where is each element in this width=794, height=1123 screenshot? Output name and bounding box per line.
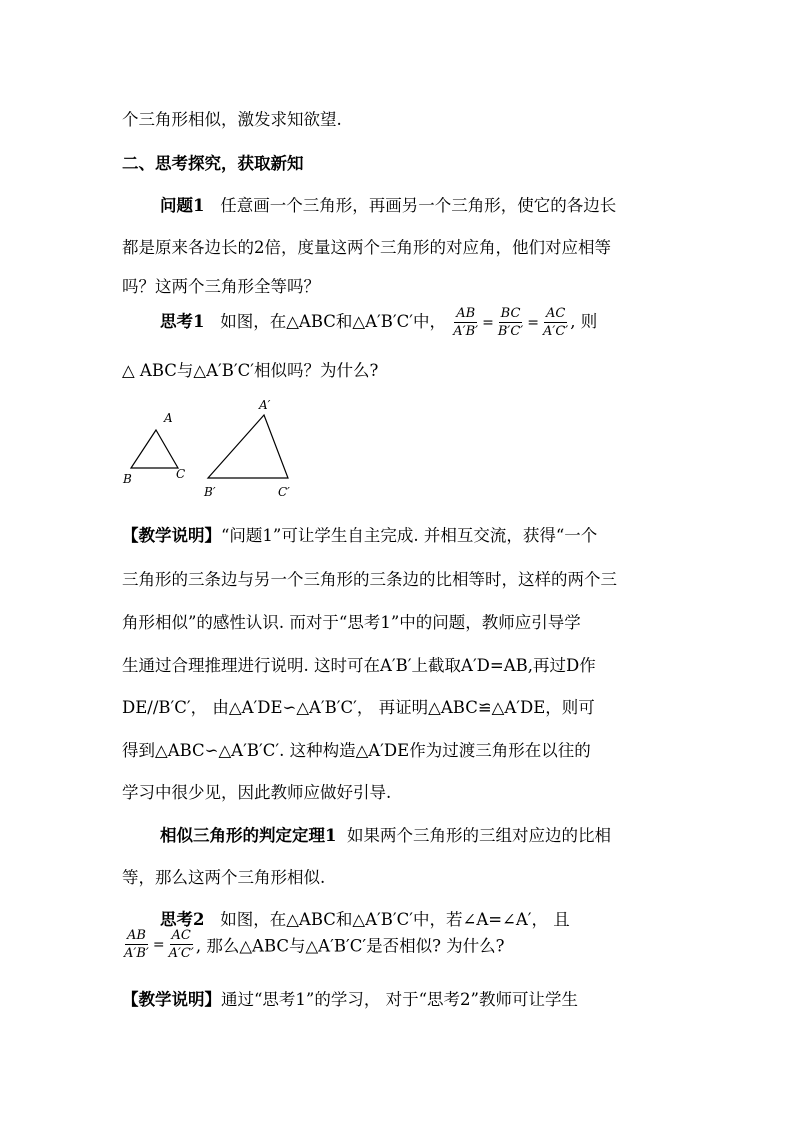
note1-label: 【教学说明】 — [122, 526, 221, 545]
section-heading: 二、思考探究，获取新知 — [122, 154, 304, 173]
problem1-line: 都是原来各边长的2倍，度量这两个三角形的对应角，他们对应相等 — [122, 238, 611, 257]
think1-line — [160, 306, 597, 339]
think2-line — [122, 928, 505, 961]
note1-line: 生通过合理推理进行说明. 这时可在A′B′上截取A′D=AB,再过D作 — [122, 656, 596, 675]
fraction-denominator: A′C′ — [542, 324, 569, 339]
vertex-label: B′ — [204, 485, 216, 499]
vertex-label: A′ — [259, 398, 271, 412]
problem1-text: 任意画一个三角形，再画另一个三角形，使它的各边长 — [220, 196, 617, 215]
paragraph-line: 个三角形相似，激发求知欲望. — [122, 110, 342, 129]
note2-text: 通过“思考1”的学习， 对于“思考2”教师可让学生 — [221, 990, 578, 1009]
think1-label: 思考1 — [160, 312, 205, 331]
fraction-denominator: A′B′ — [124, 946, 149, 961]
vertex-label: C′ — [278, 485, 290, 499]
fraction-denominator: B′C′ — [497, 324, 524, 339]
fraction-numerator: AB — [126, 928, 146, 943]
vertex-label: A — [164, 411, 173, 425]
think2-after: , 那么△ABC与△A′B′C′是否相似? 为什么? — [195, 936, 505, 956]
note1-line: DE//B′C′， 由△A′DE∽△A′B′C′， 再证明△ABC≌△A′DE，则可 — [122, 698, 595, 717]
equals-sign: = — [482, 314, 494, 331]
problem1-line — [160, 192, 616, 216]
fraction-numerator: BC — [500, 306, 521, 321]
fraction-bc — [496, 306, 525, 339]
theorem1-text: 如果两个三角形的三组对应边的比相 — [346, 826, 611, 845]
theorem1-line — [160, 822, 611, 846]
note1-line: 学习中很少见，因此教师应做好引导. — [122, 783, 392, 802]
vertex-label: C — [176, 467, 186, 481]
triangles-figure — [118, 392, 308, 504]
think1-text: 如图，在△ABC和△A′B′C′中， — [220, 312, 446, 331]
think2-text: 如图，在△ABC和△A′B′C′中，若∠A=∠A′， 且 — [220, 910, 570, 929]
fraction-ab — [451, 306, 480, 339]
fraction-numerator: AC — [171, 928, 191, 943]
note2-line — [122, 986, 578, 1010]
note1-text: “问题1”可让学生自主完成. 并相互交流，获得“一个 — [221, 526, 598, 545]
large-triangle — [208, 415, 288, 478]
note2-label: 【教学说明】 — [122, 990, 221, 1009]
equals-sign: = — [527, 314, 539, 331]
think1-after: , 则 — [570, 312, 598, 331]
fraction-ac — [541, 306, 570, 339]
fraction-ab — [122, 928, 151, 961]
note1-line: 三角形的三条边与另一个三角形的三条边的比相等时，这样的两个三 — [122, 570, 617, 589]
small-triangle — [131, 430, 178, 468]
equals-sign: = — [152, 936, 165, 953]
note1-line: 得到△ABC∽△A′B′C′. 这种构造△A′DE作为过渡三角形在以往的 — [122, 741, 591, 760]
think1-line: △ ABC与△A′B′C′相似吗？为什么? — [122, 361, 379, 380]
note1-line — [122, 522, 597, 546]
fraction-ac — [167, 928, 196, 961]
problem1-label: 问题1 — [160, 196, 205, 215]
note1-line: 角形相似”的感性认识. 而对于“思考1”中的问题，教师应引导学 — [122, 613, 581, 632]
theorem1-line: 等，那么这两个三角形相似. — [122, 868, 326, 887]
vertex-label: B — [123, 472, 132, 486]
problem1-line: 吗？这两个三角形全等吗？ — [122, 277, 320, 296]
fraction-numerator: AC — [545, 306, 566, 321]
think2-label: 思考2 — [160, 910, 205, 929]
fraction-denominator: A′C′ — [168, 946, 194, 961]
fraction-numerator: AB — [456, 306, 476, 321]
think2-line — [160, 906, 570, 930]
theorem1-label: 相似三角形的判定定理1 — [160, 826, 337, 845]
fraction-denominator: A′B′ — [453, 324, 479, 339]
